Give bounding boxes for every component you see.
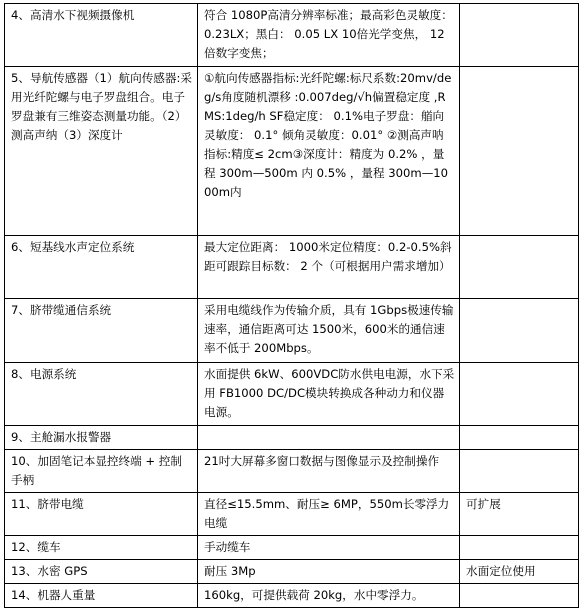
spec-cell [198, 236, 460, 299]
note-cell [460, 299, 579, 363]
note-cell [460, 363, 579, 426]
table-row [5, 363, 579, 426]
item-cell [5, 4, 198, 67]
spec-cell [198, 493, 460, 536]
table-row [5, 560, 579, 584]
spec-text: 160kg，可提供载荷 20kg，水中零浮力。 [204, 588, 424, 602]
note-cell [460, 426, 579, 450]
table-row [5, 236, 579, 299]
spec-cell [198, 363, 460, 426]
note-cell [460, 236, 579, 299]
item-cell [5, 426, 198, 450]
spec-text: 耐压 3Mp [204, 564, 256, 578]
item-label: 10、加固笔记本显控终端 + 控制手柄 [11, 454, 182, 487]
item-label: 7、脐带缆通信系统 [11, 303, 112, 317]
item-cell [5, 67, 198, 236]
spec-text: 手动缆车 [204, 540, 251, 554]
item-cell [5, 560, 198, 584]
item-cell [5, 536, 198, 560]
note-cell [460, 493, 579, 536]
spec-cell [198, 584, 460, 608]
spec-text: 符合 1080P高清分辨率标准；最高彩色灵敏度： 0.23LX；黑白： 0.05 LX 10倍光学变焦， 12倍数字变焦； [204, 8, 457, 60]
item-label: 8、电源系统 [11, 367, 77, 381]
table-row [5, 67, 579, 236]
table-row [5, 493, 579, 536]
note-cell [460, 536, 579, 560]
item-label: 12、缆车 [11, 540, 61, 554]
spec-cell [198, 450, 460, 493]
item-label: 6、短基线水声定位系统 [11, 240, 135, 254]
item-cell [5, 450, 198, 493]
item-label: 11、脐带电缆 [11, 497, 84, 511]
item-label: 9、主舱漏水报警器 [11, 430, 112, 444]
note-cell [460, 4, 579, 67]
spec-text: ①航向传感器指标:光纤陀螺:标尺系数:20mv/deg/s角度随机漂移 :0.007deg/√h偏置稳定度 ,RMS:1deg/h SF稳定度： 0.1%电子罗盘：艏向灵敏度： 0.1° 倾角灵敏度：0.01° ②测高声呐指标:精度≤ 2cm③深度计：精度为 0.2% ，量程 300m—500m 内 0.5% ，量程 300m—1000m内 [204, 71, 452, 199]
spec-text: 直径≤15.5mm、耐压≥ 6MP，550m长零浮力电缆 [204, 497, 450, 530]
spec-cell [198, 67, 460, 236]
table-row [5, 299, 579, 363]
spec-cell [198, 4, 460, 67]
note-cell [460, 560, 579, 584]
spec-text: 21吋大屏幕多窗口数据与图像显示及控制操作 [204, 454, 440, 468]
item-cell [5, 363, 198, 426]
spec-text: 最大定位距离： 1000米定位精度：0.2-0.5%斜距可跟踪目标数： 2 个（可根据用户需求增加） [204, 240, 452, 273]
item-cell [5, 299, 198, 363]
spec-text: 水面提供 6kW、600VDC防水供电电源，水下采用 FB1000 DC/DC模块转换成各种动力和仪器电源。 [204, 367, 455, 419]
spec-table [4, 3, 579, 608]
item-label: 14、机器人重量 [11, 588, 96, 602]
table-row [5, 426, 579, 450]
spec-cell [198, 426, 460, 450]
item-label: 13、水密 GPS [11, 564, 88, 578]
note-text: 水面定位使用 [466, 564, 536, 578]
spec-cell [198, 536, 460, 560]
note-cell [460, 450, 579, 493]
table-row [5, 450, 579, 493]
spec-text: 采用电缆线作为传输介质，具有 1Gbps极速传输速率，通信距离可达 1500米，600米的通信速率不低于 200Mbps。 [204, 303, 454, 355]
note-text: 可扩展 [466, 497, 501, 511]
item-cell [5, 493, 198, 536]
table-row [5, 536, 579, 560]
item-cell [5, 236, 198, 299]
note-cell [460, 67, 579, 236]
note-cell [460, 584, 579, 608]
table-row [5, 4, 579, 67]
item-label: 5、导航传感器（1）航向传感器:采用光纤陀螺与电子罗盘组合。电子罗盘兼有三维姿态测量功能。（2）测高声纳（3）深度计 [11, 71, 192, 142]
spec-cell [198, 299, 460, 363]
table-row [5, 584, 579, 608]
spec-cell [198, 560, 460, 584]
item-label: 4、高清水下视频摄像机 [11, 8, 135, 22]
item-cell [5, 584, 198, 608]
